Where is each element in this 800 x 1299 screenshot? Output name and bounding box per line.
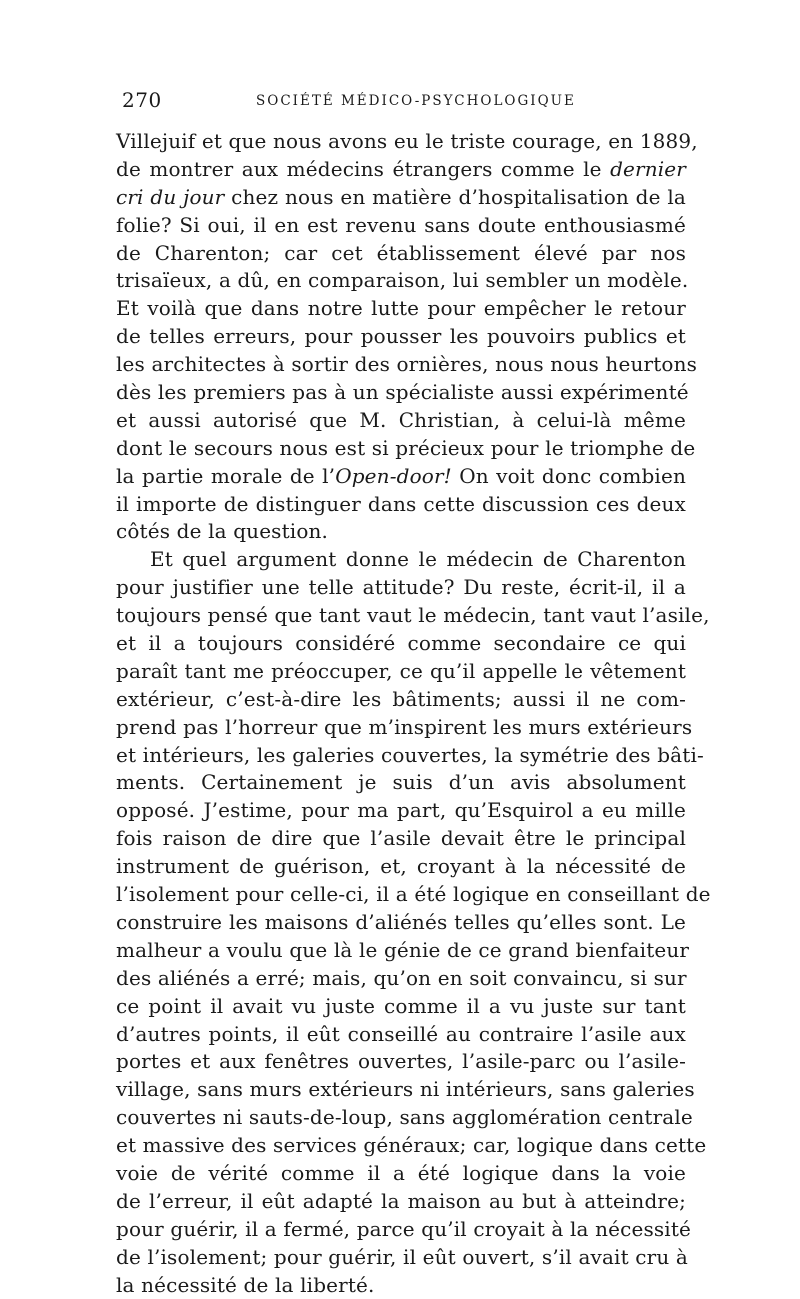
text-line (116, 351, 698, 379)
text-line (116, 993, 686, 1021)
text-segment: de l’isolement; pour guérir, il eût ouvert, s’il avait cru à (116, 1244, 688, 1269)
text-line (116, 1160, 686, 1188)
text-segment: la partie morale de l’ (116, 463, 336, 488)
italic-text: cri du jour (116, 184, 225, 209)
text-line (116, 156, 686, 184)
text-segment: côtés de la question. (116, 519, 329, 544)
text-line (116, 825, 686, 853)
text-line (116, 742, 704, 770)
body-text (116, 128, 711, 1299)
text-segment: voie de vérité comme il a été logique dans la voie (116, 1160, 686, 1185)
text-line (116, 1021, 686, 1049)
text-line (116, 965, 686, 993)
text-line (116, 630, 686, 658)
text-segment: l’isolement pour celle-ci, il a été logique en conseillant de (116, 882, 711, 907)
page-header (116, 88, 686, 122)
text-segment: prend pas l’horreur que m’inspirent les murs extérieurs (116, 714, 693, 739)
text-line (116, 1132, 707, 1160)
italic-text: Open-door! (335, 463, 452, 488)
text-line (116, 1188, 686, 1216)
text-line (116, 1076, 695, 1104)
text-line (116, 435, 696, 463)
text-line (116, 323, 686, 351)
text-line (116, 240, 686, 268)
text-segment: toujours pensé que tant vaut le médecin, tant vaut l’asile, (116, 603, 710, 628)
text-segment: fois raison de dire que l’asile devait être le principal (116, 826, 686, 851)
paragraph (116, 546, 711, 1299)
text-line (116, 797, 686, 825)
text-segment: dont le secours nous est si précieux pour le triomphe de (116, 435, 696, 460)
text-segment: pour justifier une telle attitude? Du reste, écrit-il, il a (116, 575, 686, 600)
text-line (116, 212, 686, 240)
text-line (116, 128, 698, 156)
text-line (116, 1216, 691, 1244)
text-segment: instrument de guérison, et, croyant à la nécessité de (116, 854, 686, 879)
book-page (116, 88, 711, 1297)
text-line (116, 267, 689, 295)
text-segment: d’autres points, il eût conseillé au contraire l’asile aux (116, 1021, 686, 1046)
text-segment: portes et aux fenêtres ouvertes, l’asile-parc ou l’asile- (116, 1049, 686, 1074)
text-segment: ce point il avait vu juste comme il a vu juste sur tant (116, 993, 686, 1018)
text-line (116, 463, 686, 491)
text-line (116, 407, 686, 435)
text-line (116, 881, 711, 909)
text-segment: la nécessité de la liberté. (116, 1272, 375, 1297)
text-segment: ments. Certainement je suis d’un avis absolument (116, 770, 686, 795)
text-segment: Et quel argument donne le médecin de Charenton (150, 547, 686, 572)
text-segment: pour guérir, il a fermé, parce qu’il croyait à la nécessité (116, 1216, 691, 1241)
text-segment: et massive des services généraux; car, logique dans cette (116, 1133, 707, 1158)
text-line (116, 1272, 686, 1299)
italic-text: dernier (610, 156, 686, 181)
text-line (116, 686, 686, 714)
text-line (116, 937, 690, 965)
text-line (116, 491, 686, 519)
text-segment: couvertes ni sauts-de-loup, sans agglomération centrale (116, 1105, 693, 1130)
text-line (116, 379, 689, 407)
text-segment: et intérieurs, les galeries couvertes, la symétrie des bâti- (116, 742, 704, 767)
text-line (116, 1244, 686, 1272)
text-line (116, 1104, 693, 1132)
text-line (116, 658, 686, 686)
text-line (116, 714, 693, 742)
text-segment: les architectes à sortir des ornières, nous nous heurtons (116, 352, 698, 377)
text-line (116, 574, 686, 602)
text-segment: de montrer aux médecins étrangers comme le (116, 156, 611, 181)
text-segment: construire les maisons d’aliénés telles qu’elles sont. Le (116, 909, 686, 934)
text-segment: de l’erreur, il eût adapté la maison au but à atteindre; (116, 1188, 686, 1213)
text-segment: Villejuif et que nous avons eu le triste courage, en 1889, (116, 129, 698, 153)
text-line (116, 1048, 686, 1076)
text-segment: il importe de distinguer dans cette discussion ces deux (116, 491, 686, 516)
text-segment: de telles erreurs, pour pousser les pouvoirs publics et (116, 324, 686, 349)
text-line (116, 518, 686, 546)
text-line (116, 184, 686, 212)
paragraph (116, 128, 698, 546)
text-line (116, 769, 686, 797)
text-line (116, 853, 686, 881)
text-segment: On voit donc combien (451, 463, 686, 488)
text-segment: et il a toujours considéré comme secondaire ce qui (116, 631, 686, 656)
text-line (116, 546, 686, 574)
text-segment: de Charenton; car cet établissement élevé par nos (116, 240, 686, 265)
text-segment: folie? Si oui, il en est revenu sans doute enthousiasmé (116, 212, 686, 237)
text-line (116, 602, 710, 630)
text-segment: village, sans murs extérieurs ni intérieurs, sans galeries (116, 1077, 695, 1102)
text-segment: Et voilà que dans notre lutte pour empêcher le retour (116, 296, 686, 321)
text-segment: dès les premiers pas à un spécialiste aussi expérimenté (116, 380, 689, 405)
text-segment: paraît tant me préoccuper, ce qu’il appelle le vêtement (116, 658, 686, 683)
text-segment: opposé. J’estime, pour ma part, qu’Esquirol a eu mille (116, 798, 686, 823)
text-line (116, 295, 686, 323)
text-segment: des aliénés a erré; mais, qu’on en soit convaincu, si sur (116, 965, 687, 990)
running-title: SOCIÉTÉ MÉDICO-PSYCHOLOGIQUE (256, 93, 576, 109)
text-segment: trisaïeux, a dû, en comparaison, lui sembler un modèle. (116, 268, 689, 293)
text-segment: et aussi autorisé que M. Christian, à celui-là même (116, 407, 686, 432)
text-segment: extérieur, c’est-à-dire les bâtiments; aussi il ne com- (116, 686, 686, 711)
text-segment: chez nous en matière d’hospitalisation de la (224, 184, 686, 209)
text-segment: malheur a voulu que là le génie de ce grand bienfaiteur (116, 937, 690, 962)
text-line (116, 909, 686, 937)
page-number: 270 (122, 88, 162, 112)
